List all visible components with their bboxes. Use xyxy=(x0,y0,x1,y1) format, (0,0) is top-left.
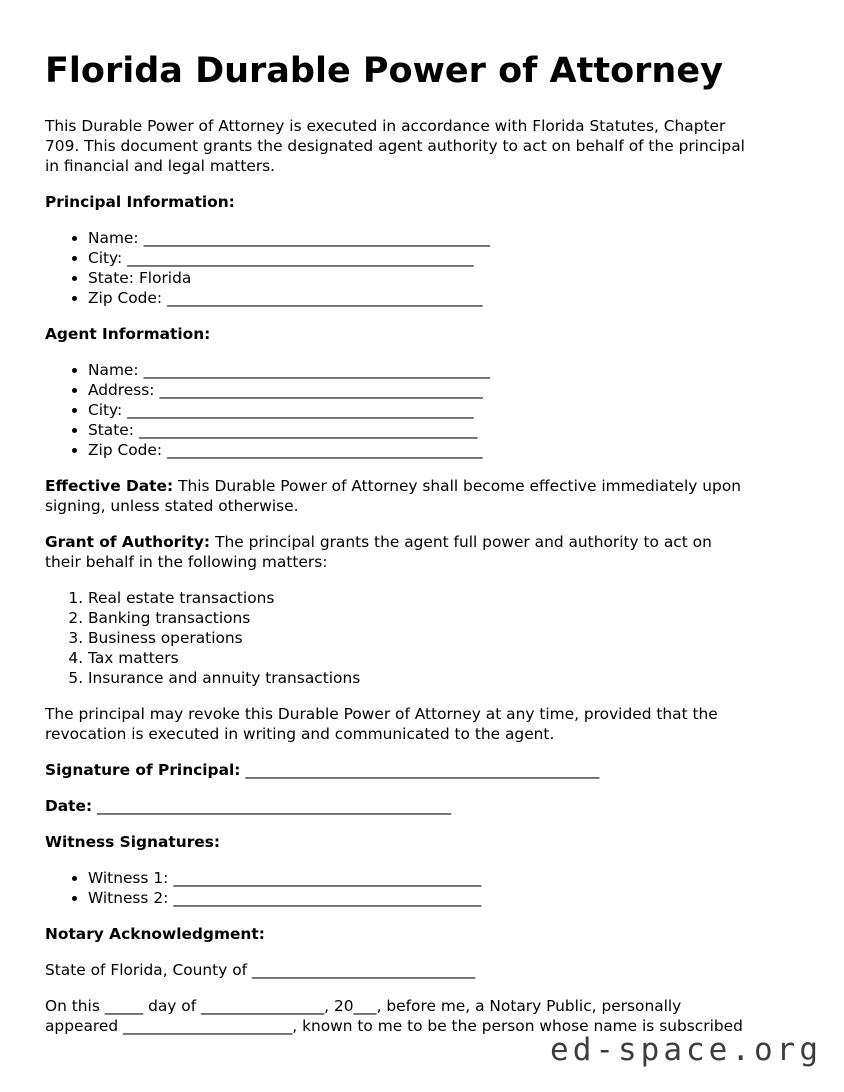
intro-line-1: This Durable Power of Attorney is executed in accordance with Florida Statutes, Chapter xyxy=(45,117,726,135)
witness-signatures-heading: Witness Signatures: xyxy=(45,833,221,851)
grant-of-authority-paragraph xyxy=(45,532,799,572)
notary-county-row xyxy=(45,960,799,980)
date-label: Date: xyxy=(45,797,93,815)
effective-date-label: Effective Date: xyxy=(45,477,174,495)
grant-matter-item: 2. Banking transactions xyxy=(88,608,799,628)
signature-blank-line: ______________________________________________ xyxy=(245,761,600,779)
principal-information-heading: Principal Information: xyxy=(45,193,235,211)
principal-name-field xyxy=(88,228,799,248)
grant-line-1: The principal grants the agent full power and authority to act on xyxy=(215,533,712,551)
agent-information-heading: Agent Information: xyxy=(45,325,211,343)
date-row xyxy=(45,796,799,816)
effective-date-paragraph xyxy=(45,476,799,516)
notary-acknowledgment-heading: Notary Acknowledgment: xyxy=(45,925,265,943)
witness-1-field xyxy=(88,868,799,888)
effective-date-line-1: This Durable Power of Attorney shall become effective immediately upon xyxy=(178,477,741,495)
field-label: State: xyxy=(88,269,134,287)
field-blank-line: _____________________________________________ xyxy=(127,401,474,419)
grant-matter-item: 4. Tax matters xyxy=(88,648,799,668)
field-blank-line: ____________________________________________ xyxy=(138,421,478,439)
grant-of-authority-label: Grant of Authority: xyxy=(45,533,211,551)
field-blank-line: __________________________________________ xyxy=(159,381,483,399)
signature-of-principal-row xyxy=(45,760,799,780)
field-blank-line: _________________________________________ xyxy=(167,441,483,459)
field-label: Name: xyxy=(88,361,139,379)
field-blank-line: _________________________________________ xyxy=(167,289,483,307)
agent-city-field xyxy=(88,400,799,420)
revocation-line-1: The principal may revoke this Durable Power of Attorney at any time, provided that the xyxy=(45,705,718,723)
principal-state-field xyxy=(88,268,799,288)
agent-state-field xyxy=(88,420,799,440)
watermark-ed-space: ed-space.org xyxy=(550,1032,822,1068)
witness-2-field xyxy=(88,888,799,908)
field-label: Witness 2: xyxy=(88,889,169,907)
revocation-line-2: revocation is executed in writing and communicated to the agent. xyxy=(45,725,555,743)
grant-matters-list xyxy=(45,588,799,688)
intro-paragraph xyxy=(45,116,799,176)
grant-matter-item: 1. Real estate transactions xyxy=(88,588,799,608)
document-title: Florida Durable Power of Attorney xyxy=(45,51,723,91)
field-label: City: xyxy=(88,249,123,267)
witness-fields-list xyxy=(45,868,799,908)
notary-appearance-line-2: appeared ______________________, known to me to be the person whose name is subscribed xyxy=(45,1017,743,1035)
agent-address-field xyxy=(88,380,799,400)
date-blank-line: ______________________________________________ xyxy=(97,797,452,815)
field-label: Name: xyxy=(88,229,139,247)
principal-city-field xyxy=(88,248,799,268)
signature-of-principal-label: Signature of Principal: xyxy=(45,761,241,779)
field-label: Address: xyxy=(88,381,155,399)
field-blank-line: ________________________________________ xyxy=(173,869,482,887)
revocation-paragraph xyxy=(45,704,799,744)
effective-date-line-2: signing, unless stated otherwise. xyxy=(45,497,299,515)
grant-matter-item: 3. Business operations xyxy=(88,628,799,648)
grant-matter-item: 5. Insurance and annuity transactions xyxy=(88,668,799,688)
principal-zip-field xyxy=(88,288,799,308)
agent-zip-field xyxy=(88,440,799,460)
field-label: Witness 1: xyxy=(88,869,169,887)
notary-county-label: State of Florida, County of xyxy=(45,961,248,979)
field-value: Florida xyxy=(138,269,192,287)
agent-name-field xyxy=(88,360,799,380)
county-blank-line: _____________________________ xyxy=(252,961,476,979)
field-blank-line: _____________________________________________ xyxy=(127,249,474,267)
field-label: State: xyxy=(88,421,134,439)
field-label: City: xyxy=(88,401,123,419)
intro-line-2: 709. This document grants the designated agent authority to act on behalf of the principal xyxy=(45,137,745,155)
intro-line-3: in financial and legal matters. xyxy=(45,157,276,175)
field-blank-line: _____________________________________________ xyxy=(143,229,490,247)
field-blank-line: _____________________________________________ xyxy=(143,361,490,379)
notary-appearance-line-1: On this _____ day of ________________, 20___, before me, a Notary Public, personally xyxy=(45,997,682,1015)
agent-fields-list xyxy=(45,360,799,460)
grant-line-2: their behalf in the following matters: xyxy=(45,553,328,571)
field-label: Zip Code: xyxy=(88,289,163,307)
field-blank-line: ________________________________________ xyxy=(173,889,482,907)
principal-fields-list xyxy=(45,228,799,308)
field-label: Zip Code: xyxy=(88,441,163,459)
